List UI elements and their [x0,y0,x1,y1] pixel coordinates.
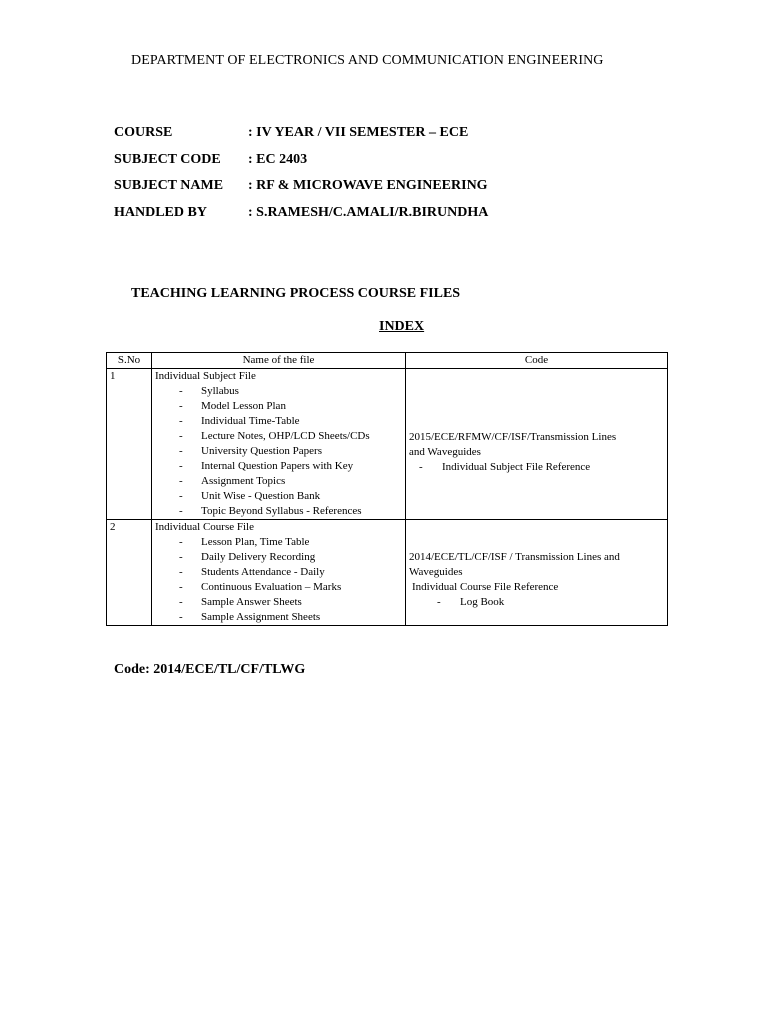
file-name: Individual Subject File [155,370,256,382]
file-name: Individual Course File [155,521,254,533]
list-item: - Lecture Notes, OHP/LCD Sheets/CDs [175,429,402,444]
subject-name-label: SUBJECT NAME [114,178,224,193]
handled-by-value: : S.RAMESH/C.AMALI/R.BIRUNDHA [248,205,489,220]
table-row [107,520,668,626]
table-header-row [107,353,668,369]
list-item: - Continuous Evaluation – Marks [175,580,402,595]
section-title: TEACHING LEARNING PROCESS COURSE FILES [131,286,461,301]
course-label: COURSE [114,125,173,140]
list-item: - Lesson Plan, Time Table [175,535,402,550]
list-item: - Syllabus [175,384,402,399]
code-sub-text: Log Book [460,596,505,608]
code-sub-item: - Individual Subject File Reference [419,461,591,473]
table-row [107,369,668,520]
list-item: - Topic Beyond Syllabus - References [175,504,402,519]
list-item: - Unit Wise - Question Bank [175,489,402,504]
code-ref: Individual Course File Reference [412,581,559,593]
header-code: Code [406,353,668,369]
index-title: INDEX [379,319,425,334]
code-line: 2015/ECE/RFMW/CF/ISF/Transmission Lines [409,431,617,443]
list-item: - Sample Answer Sheets [175,595,402,610]
list-item: - Internal Question Papers with Key [175,459,402,474]
row-code-cell [406,369,668,520]
row-code-cell [406,520,668,626]
code-line: and Waveguides [409,446,481,458]
list-item: - University Question Papers [175,444,402,459]
header-sno: S.No [107,353,152,369]
index-table [106,352,668,626]
list-item: - Students Attendance - Daily [175,565,402,580]
handled-by-label: HANDLED BY [114,205,207,220]
file-items-list [155,384,402,519]
header-name: Name of the file [152,353,406,369]
list-item: - Daily Delivery Recording [175,550,402,565]
code-sub-text: Individual Subject File Reference [442,461,591,473]
subject-code-label: SUBJECT CODE [114,152,221,167]
row-name-cell [152,520,406,626]
list-item: - Model Lesson Plan [175,399,402,414]
department-heading: DEPARTMENT OF ELECTRONICS AND COMMUNICATION ENGINEERING [131,53,604,68]
code-line: 2014/ECE/TL/CF/ISF / Transmission Lines and [409,551,620,563]
subject-code-value: : EC 2403 [248,152,308,167]
subject-name-value: : RF & MICROWAVE ENGINEERING [248,178,488,193]
list-item: - Assignment Topics [175,474,402,489]
code-sub-item: - Log Book [437,596,505,608]
footer-code: Code: 2014/ECE/TL/CF/TLWG [114,662,306,677]
row-sno: 1 [107,369,152,520]
row-name-cell [152,369,406,520]
file-items-list [155,535,402,625]
course-value: : IV YEAR / VII SEMESTER – ECE [248,125,469,140]
list-item: - Sample Assignment Sheets [175,610,402,625]
list-item: - Individual Time-Table [175,414,402,429]
code-line: Waveguides [409,566,463,578]
row-sno: 2 [107,520,152,626]
